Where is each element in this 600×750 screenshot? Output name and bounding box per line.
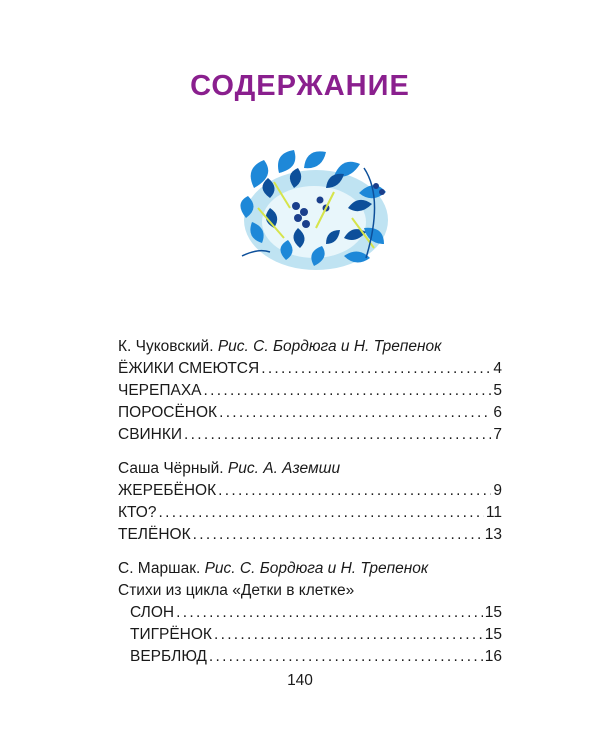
toc-entry[interactable] bbox=[118, 624, 502, 646]
toc-section-chukovsky bbox=[118, 336, 502, 446]
toc-entry[interactable] bbox=[118, 402, 502, 424]
illustrators: Рис. А. Аземши bbox=[227, 460, 341, 477]
author-line bbox=[118, 458, 502, 480]
table-of-contents bbox=[118, 336, 502, 680]
leader-dots bbox=[184, 424, 491, 446]
leader-dots bbox=[204, 380, 492, 402]
entry-page: 15 bbox=[484, 604, 502, 621]
author-name: К. Чуковский. bbox=[118, 338, 214, 355]
toc-entry[interactable] bbox=[118, 524, 502, 546]
entry-title: КТО? bbox=[118, 504, 157, 521]
illustrators: Рис. С. Бордюга и Н. Трепенок bbox=[204, 560, 429, 577]
toc-entry[interactable] bbox=[118, 646, 502, 668]
entry-page: 13 bbox=[484, 526, 502, 543]
leader-dots bbox=[261, 358, 491, 380]
toc-entry[interactable] bbox=[118, 480, 502, 502]
leader-dots bbox=[218, 480, 491, 502]
entry-page: 11 bbox=[485, 504, 502, 521]
entry-title: ЖЕРЕБЁНОК bbox=[118, 482, 217, 499]
page-number: 140 bbox=[287, 672, 313, 689]
cycle-subtitle: Стихи из цикла «Детки в клетке» bbox=[118, 582, 355, 599]
entry-page: 16 bbox=[484, 648, 502, 665]
illustrators: Рис. С. Бордюга и Н. Трепенок bbox=[217, 338, 442, 355]
leaves-illustration-icon bbox=[234, 148, 394, 278]
entry-page: 5 bbox=[493, 382, 502, 399]
leader-dots bbox=[193, 524, 483, 546]
entry-title: СЛОН bbox=[130, 604, 175, 621]
author-name: Саша Чёрный. bbox=[118, 460, 224, 477]
entry-page: 7 bbox=[493, 426, 502, 443]
author-line bbox=[118, 558, 502, 580]
leader-dots bbox=[158, 502, 483, 524]
entry-title: ТИГРЁНОК bbox=[130, 626, 212, 643]
entry-title: СВИНКИ bbox=[118, 426, 183, 443]
entry-page: 15 bbox=[484, 626, 502, 643]
toc-section-marshak bbox=[118, 558, 502, 668]
leader-dots bbox=[219, 402, 491, 424]
entry-title: ВЕРБЛЮД bbox=[130, 648, 207, 665]
entry-page: 6 bbox=[493, 404, 502, 421]
toc-entry[interactable] bbox=[118, 602, 502, 624]
leader-dots bbox=[214, 624, 483, 646]
toc-section-sasha-chyorny bbox=[118, 458, 502, 546]
entry-page: 4 bbox=[493, 360, 502, 377]
toc-entry[interactable] bbox=[118, 424, 502, 446]
entry-page: 9 bbox=[493, 482, 502, 499]
author-line bbox=[118, 336, 502, 358]
entry-title: ЁЖИКИ СМЕЮТСЯ bbox=[118, 360, 260, 377]
leader-dots bbox=[176, 602, 483, 624]
toc-entry[interactable] bbox=[118, 502, 502, 524]
toc-entry[interactable] bbox=[118, 380, 502, 402]
entry-title: ТЕЛЁНОК bbox=[118, 526, 191, 543]
leader-dots bbox=[209, 646, 483, 668]
page-title: СОДЕРЖАНИЕ bbox=[190, 70, 410, 102]
entry-title: ПОРОСЁНОК bbox=[118, 404, 218, 421]
author-name: С. Маршак. bbox=[118, 560, 201, 577]
toc-entry[interactable] bbox=[118, 358, 502, 380]
entry-title: ЧЕРЕПАХА bbox=[118, 382, 202, 399]
